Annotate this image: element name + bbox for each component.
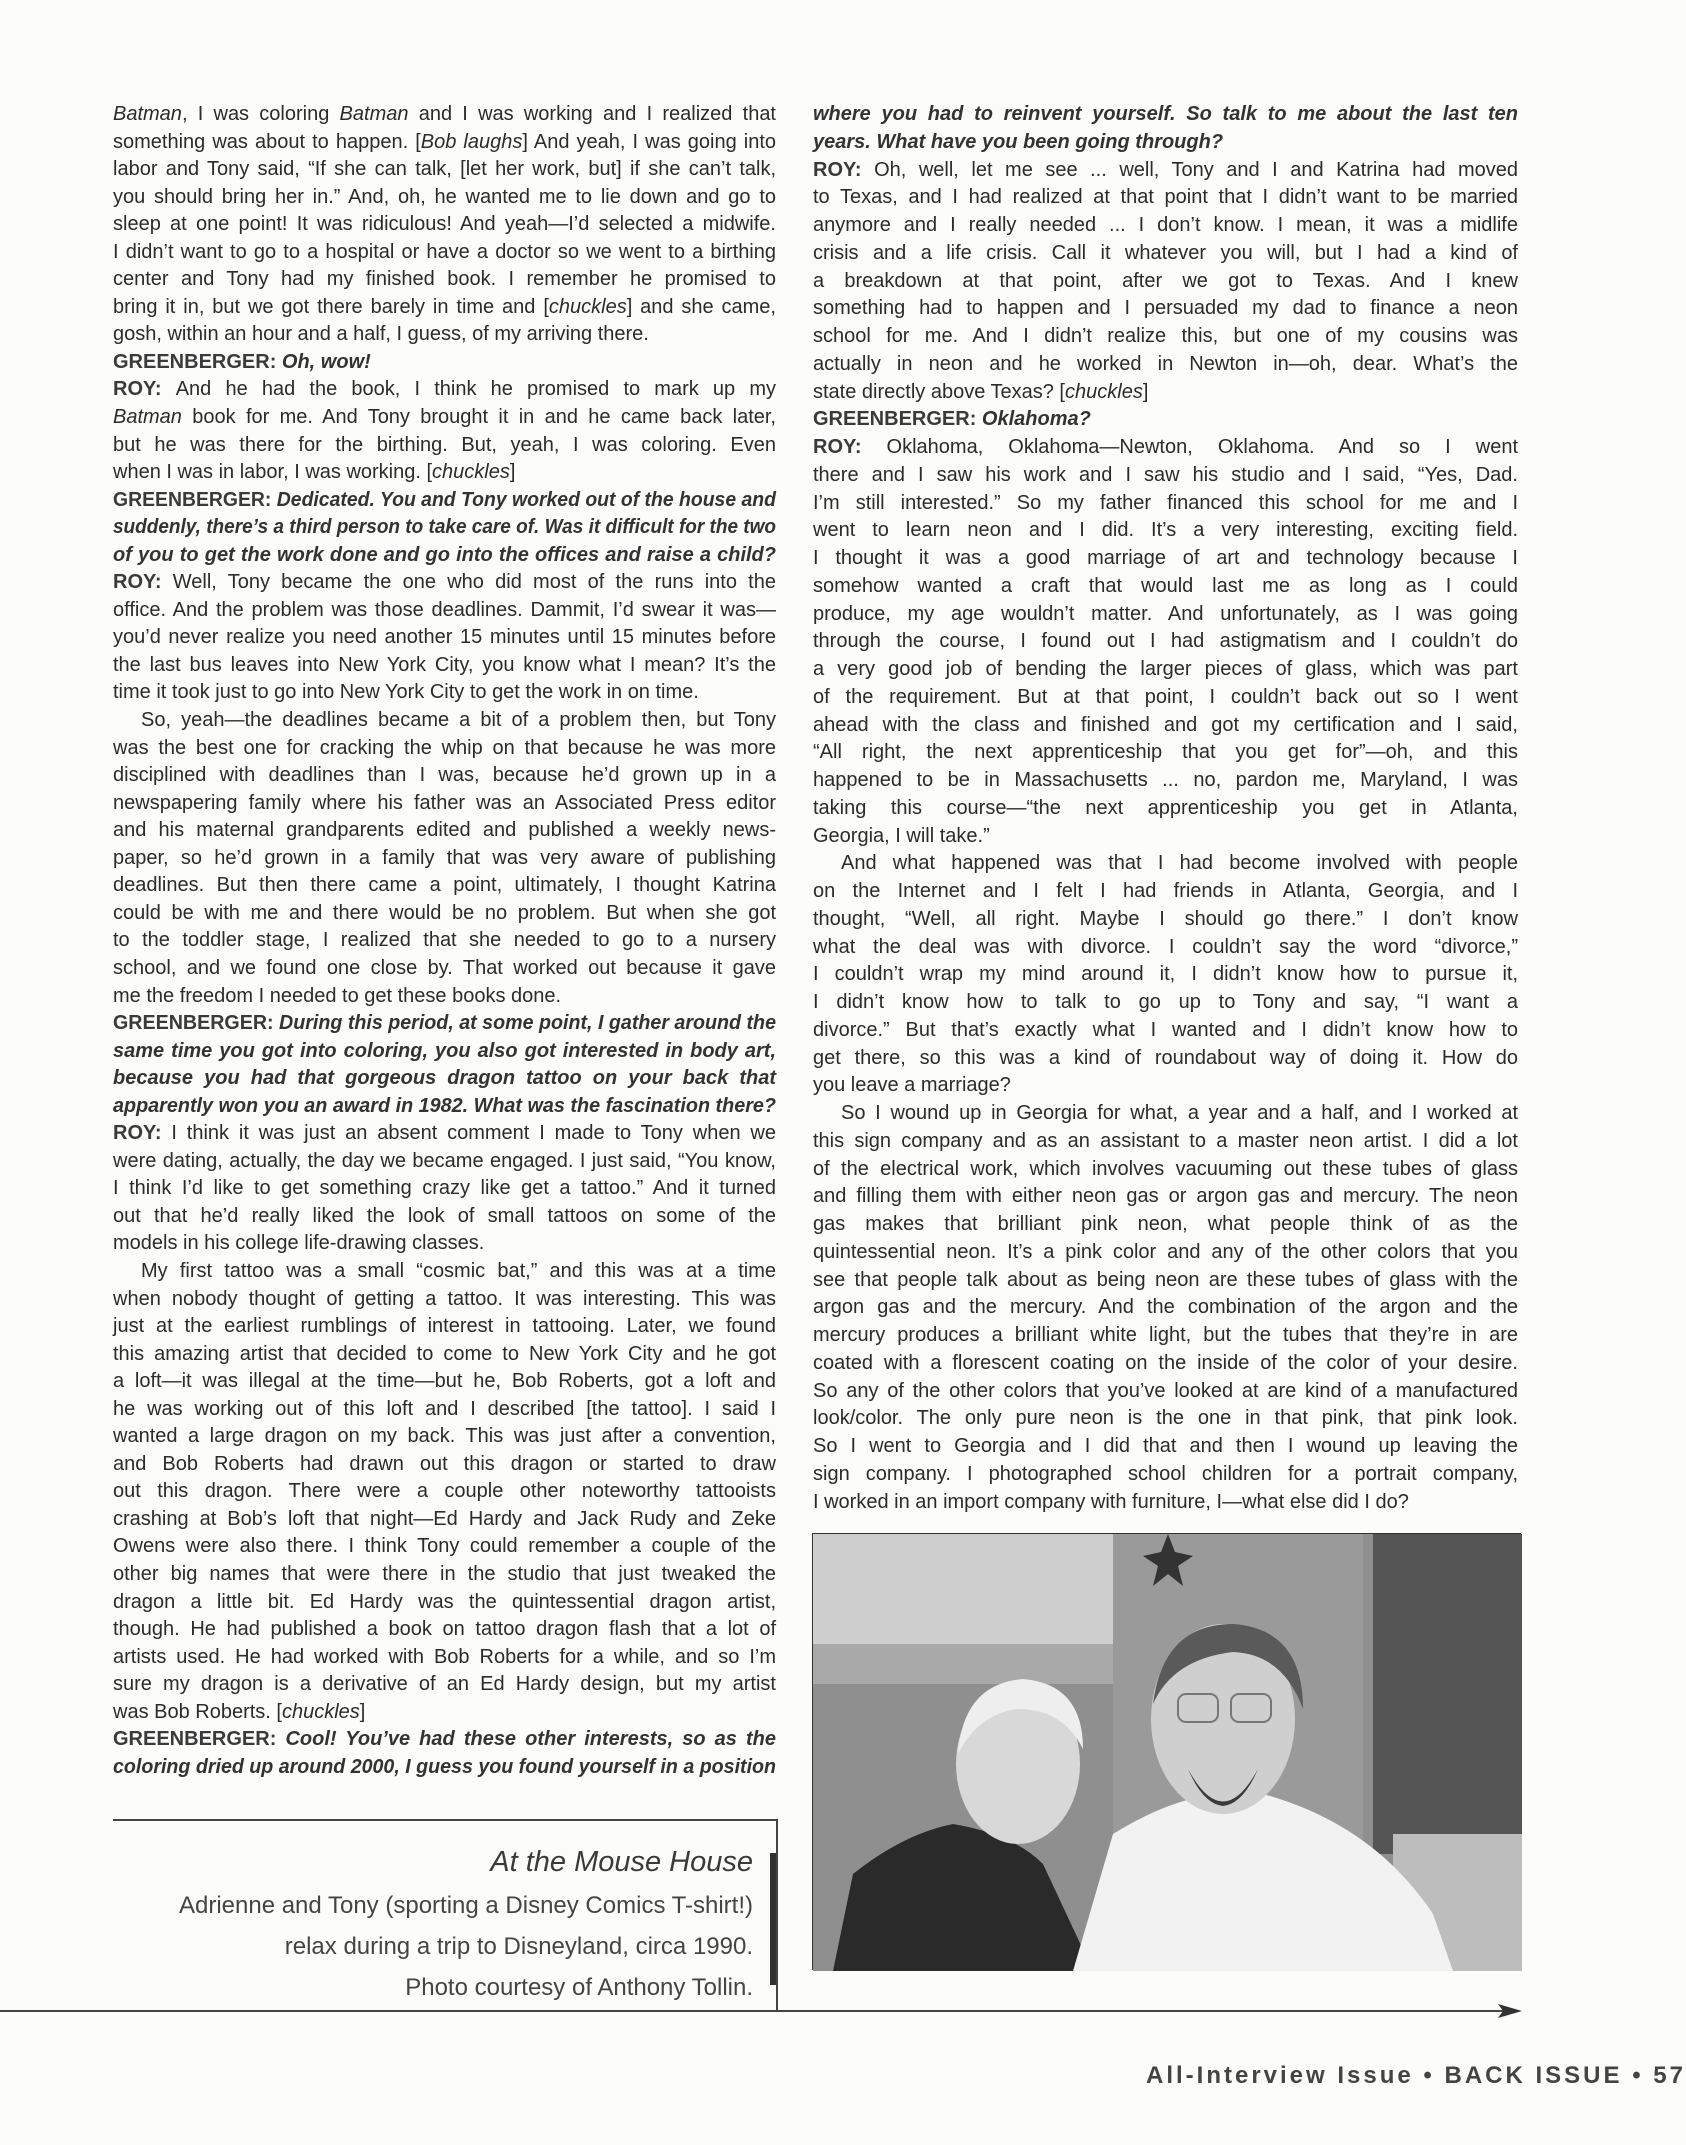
text-line [113, 1671, 776, 1699]
text-line [113, 487, 776, 515]
body-text: out this dragon. There were a couple other noteworthy tattooists [113, 1480, 776, 1503]
footer-arrow-icon [1498, 2002, 1522, 2020]
text-line [113, 927, 776, 955]
italic-text: chuckles [281, 1700, 360, 1723]
text-line [113, 624, 776, 652]
text-line [113, 1065, 776, 1093]
italic-text: Batman [113, 406, 182, 429]
interviewer-question: coloring dried up around 2000, I guess you found yourself in a position [113, 1755, 776, 1778]
text-line [113, 1175, 776, 1203]
body-text: bring it in, but we got there barely in time and [ [113, 295, 549, 318]
body-text: could be with me and there would be no problem. But when she got [113, 901, 776, 924]
body-text: when nobody thought of getting a tattoo. It was interesting. This was [113, 1287, 776, 1310]
body-text: and I was working and I realized that [408, 103, 776, 125]
italic-text: Batman [339, 103, 409, 125]
body-text: look/color. The only pure neon is the one in that pink, that pink look. [813, 1407, 1518, 1430]
body-text: thought, “Well, all right. Maybe I should go there.” I don’t know [813, 907, 1518, 930]
body-text: I’m still interested.” So my father financed this school for me and I [813, 491, 1518, 514]
text-line [813, 1239, 1518, 1267]
body-text: time it took just to go into New York City to get the work in on time. [113, 681, 699, 704]
photo-adrienne-and-tony [812, 1533, 1521, 1970]
text-line [813, 379, 1518, 407]
text-line [813, 1294, 1518, 1322]
body-text: and his maternal grandparents edited and published a weekly news- [113, 819, 776, 842]
text-line [813, 656, 1518, 684]
text-line [113, 1286, 776, 1314]
caption-accent-bar [770, 1853, 776, 1985]
body-text: actually in neon and he worked in Newton in—oh, dear. What’s the [813, 352, 1518, 375]
body-text: ] [359, 1700, 366, 1723]
speaker-label: GREENBERGER: [113, 488, 277, 511]
interviewer-question: During this period, at some point, I gather around the [279, 1012, 776, 1035]
text-line [813, 1350, 1518, 1378]
text-line [113, 1589, 776, 1617]
text-line [813, 850, 1518, 878]
body-text: the last bus leaves into New York City, you know what I mean? It’s the [113, 653, 776, 676]
text-line [113, 1423, 776, 1451]
text-line [113, 459, 776, 487]
text-line [813, 212, 1518, 240]
body-text: So, yeah—the deadlines became a bit of a problem then, but Tony [141, 709, 776, 732]
text-line [813, 934, 1518, 962]
text-line [113, 1396, 776, 1424]
interviewer-question: where you had to reinvent yourself. So talk to me about the last ten [813, 103, 1518, 125]
body-text: was Bob Roberts. [ [113, 1700, 282, 1723]
body-text: crisis and a life crisis. Call it whatever you will, but I had a kind of [813, 241, 1518, 264]
body-text: I thought it was a good marriage of art and technology because I [813, 547, 1518, 569]
body-text: I didn’t want to go to a hospital or have a doctor so we went to a birthing [113, 240, 776, 263]
text-line [813, 1489, 1518, 1517]
speaker-label: ROY: [113, 378, 176, 401]
body-text: artists used. He had worked with Bob Roberts for a while, and so I’m [113, 1645, 776, 1668]
text-line [813, 795, 1518, 823]
body-text: book for me. And Tony brought it in and he came back later, [181, 406, 776, 429]
text-line [813, 545, 1518, 573]
text-line [113, 1644, 776, 1672]
text-line [813, 1378, 1518, 1406]
body-text: center and Tony had my finished book. I remember he promised to [113, 268, 776, 291]
text-line [113, 1451, 776, 1479]
text-line [113, 1313, 776, 1341]
text-line [813, 462, 1518, 490]
body-text: when I was in labor, I was working. [ [113, 461, 433, 484]
text-line [813, 1100, 1518, 1128]
caption-top-rule [113, 1819, 777, 1821]
body-text: taking this course—“the next apprenticeship you get in Atlanta, [813, 796, 1518, 819]
text-line [813, 1156, 1518, 1184]
footer-separator: • [1632, 2062, 1644, 2089]
text-line [813, 823, 1518, 851]
text-line [113, 432, 776, 460]
body-text: you should bring her in.” And, oh, he wanted me to lie down and go to [113, 185, 776, 208]
text-line [113, 266, 776, 294]
text-line [113, 1120, 776, 1148]
body-text: office. And the problem was those deadlines. Dammit, I’d swear it was— [113, 598, 776, 621]
body-text: me the freedom I needed to get these books done. [113, 984, 562, 1007]
text-line [113, 845, 776, 873]
text-line [813, 1045, 1518, 1073]
text-line [113, 1010, 776, 1038]
body-text: what the deal was with divorce. I couldn’t say the word “divorce,” [813, 935, 1518, 958]
interviewer-question: years. What have you been going through? [813, 130, 1224, 153]
body-text: , I was coloring [181, 103, 340, 125]
footer-separator: • [1423, 2062, 1435, 2089]
text-line [813, 268, 1518, 296]
text-line [813, 1433, 1518, 1461]
text-line [113, 790, 776, 818]
body-text: gosh, within an hour and a half, I guess, of my arriving there. [113, 323, 649, 346]
photo-image [813, 1534, 1522, 1971]
body-text: sleep at one point! It was ridiculous! And yeah—I’d selected a midwife. [113, 213, 776, 236]
text-line [813, 351, 1518, 379]
interviewer-question: Oklahoma? [981, 408, 1091, 431]
footer-rule [0, 2010, 1505, 2012]
text-line [113, 1258, 776, 1286]
speaker-label: ROY: [113, 1122, 172, 1145]
caption-line: relax during a trip to Disneyland, circa 1990. [284, 1933, 753, 1960]
text-line [813, 712, 1518, 740]
text-line [113, 817, 776, 845]
text-line [813, 1183, 1518, 1211]
body-text: something was about to happen. [ [113, 130, 421, 153]
text-line [813, 295, 1518, 323]
speaker-label: ROY: [813, 436, 887, 458]
text-line [113, 1533, 776, 1561]
interviewer-question: because you had that gorgeous dragon tattoo on your back that [113, 1067, 776, 1090]
body-text: So any of the other colors that you’ve looked at are kind of a manufactured [813, 1379, 1518, 1402]
text-line [113, 101, 776, 129]
text-line [813, 101, 1518, 129]
body-text: see that people talk about as being neon are these tubes of glass with the [813, 1268, 1518, 1291]
interviewer-question: Dedicated. You and Tony worked out of the house and [276, 488, 776, 511]
body-text: ] [1142, 380, 1149, 403]
text-line [113, 1561, 776, 1589]
body-text: to the toddler stage, I realized that she needed to go to a nursery [113, 929, 776, 952]
text-line [113, 1230, 776, 1258]
text-line [113, 239, 776, 267]
article-column-right [813, 101, 1518, 1516]
italic-text: chuckles [432, 461, 510, 484]
text-line [813, 1405, 1518, 1433]
text-line [813, 406, 1518, 434]
text-line [813, 628, 1518, 656]
text-line [113, 569, 776, 597]
body-text: paper, so he’d grown in a family that was very aware of publishing [113, 846, 776, 869]
text-line [813, 989, 1518, 1017]
page-number: 57 [1653, 2062, 1686, 2089]
text-line [813, 1072, 1518, 1100]
body-text: crashing at Bob’s loft that night—Ed Hardy and Jack Rudy and Zeke [113, 1507, 776, 1530]
body-text: My first tattoo was a small “cosmic bat,” and this was at a time [141, 1259, 776, 1282]
body-text: deadlines. But then there came a point, ultimately, I thought Katrina [113, 874, 776, 897]
body-text: of the electrical work, which involves vacuuming out these tubes of glass [813, 1157, 1518, 1180]
body-text: Oh, well, let me see ... well, Tony and I and Katrina had moved [874, 158, 1519, 181]
body-text: was the best one for cracking the whip on that because he was more [113, 736, 776, 759]
body-text: I worked in an import company with furniture, I—what else did I do? [813, 1490, 1409, 1513]
text-line [813, 184, 1518, 212]
text-line [813, 323, 1518, 351]
page-footer [1146, 2062, 1686, 2090]
text-line [813, 129, 1518, 157]
body-text: out that he’d really liked the look of small tattoos on some of the [113, 1204, 776, 1227]
body-text: school for me. And I didn’t realize this, but one of my cousins was [813, 325, 1518, 347]
text-line [113, 679, 776, 707]
body-text: Well, Tony became the one who did most of the runs into the [172, 571, 776, 594]
text-line [113, 376, 776, 404]
text-line [113, 762, 776, 790]
text-line [113, 983, 776, 1011]
body-text: on the Internet and I felt I had friends in Atlanta, Georgia, and I [813, 880, 1518, 902]
text-line [813, 517, 1518, 545]
speaker-label: GREENBERGER: [113, 1728, 286, 1751]
body-text: sure my dragon is a derivative of an Ed Hardy design, but my artist [113, 1673, 776, 1696]
italic-text: Bob laughs [420, 130, 523, 153]
body-text: coated with a florescent coating on the inside of the color of your desire. [813, 1351, 1518, 1374]
text-line [813, 1322, 1518, 1350]
body-text: you leave a marriage? [813, 1074, 1011, 1097]
text-line [113, 900, 776, 928]
body-text: newspapering family where his father was an Associated Press editor [113, 791, 776, 814]
body-text: And he had the book, I think he promised to mark up my [175, 378, 776, 401]
body-text: you’d never realize you need another 15 minutes until 15 minutes before [113, 626, 776, 649]
speaker-label: GREENBERGER: [813, 408, 982, 431]
text-line [113, 707, 776, 735]
text-line [113, 1368, 776, 1396]
text-line [113, 211, 776, 239]
text-line [813, 1267, 1518, 1295]
text-line [813, 878, 1518, 906]
footer-issue-title: All-Interview Issue [1146, 2062, 1414, 2089]
body-text: a very good job of bending the larger pieces of glass, which was part [813, 658, 1518, 680]
body-text: disciplined with deadlines than I was, because he’d grown up in a [113, 764, 776, 787]
text-line [813, 434, 1518, 462]
text-line [813, 906, 1518, 934]
text-line [113, 1148, 776, 1176]
body-text: a loft—it was illegal at the time—but he, Bob Roberts, got a loft and [113, 1370, 776, 1393]
body-text: So I went to Georgia and I did that and then I wound up leaving the [813, 1435, 1518, 1457]
body-text: through the course, I found out I had astigmatism and I couldn’t do [813, 630, 1518, 653]
text-line [113, 294, 776, 322]
body-text: mercury produces a brilliant white light, but the tubes that they’re in are [813, 1324, 1518, 1346]
italic-text: Batman [113, 103, 182, 125]
body-text: this sign company and as an assistant to a master neon artist. I did a lot [813, 1129, 1518, 1152]
speaker-label: ROY: [813, 158, 875, 181]
speaker-label: GREENBERGER: [113, 350, 282, 373]
body-text: divorce.” But that’s exactly what I wanted and I didn’t know how to [813, 1018, 1518, 1041]
body-text: So I wound up in Georgia for what, a year and a half, and I worked at [841, 1102, 1518, 1124]
text-line [113, 1506, 776, 1534]
body-text: just at the earliest rumblings of interest in tattooing. Later, we found [113, 1315, 776, 1338]
caption-line: Photo courtesy of Anthony Tollin. [405, 1974, 753, 2001]
text-line [113, 1616, 776, 1644]
text-line [113, 1699, 776, 1727]
text-line [813, 240, 1518, 268]
text-line [813, 573, 1518, 601]
caption-line: Adrienne and Tony (sporting a Disney Comics T-shirt!) [178, 1892, 753, 1919]
body-text: argon gas and the mercury. And the combination of the argon and the [813, 1296, 1518, 1319]
text-line [813, 1017, 1518, 1045]
body-text: happened to be in Massachusetts ... no, pardon me, Maryland, I was [813, 769, 1518, 791]
body-text: labor and Tony said, “If she can talk, [let her work, but] if she can’t talk, [113, 158, 776, 181]
text-line [113, 1478, 776, 1506]
interviewer-question: Oh, wow! [281, 350, 371, 373]
footer-magazine-name: BACK ISSUE [1444, 2062, 1623, 2089]
text-line [813, 961, 1518, 989]
body-text: were dating, actually, the day we became engaged. I just said, “You know, [113, 1149, 776, 1172]
text-line [113, 1754, 776, 1782]
body-text: he was working out of this loft and I described [the tattoo]. I said I [113, 1397, 776, 1420]
body-text: other big names that were there in the studio that just tweaked the [113, 1562, 776, 1585]
body-text: but he was there for the birthing. But, yeah, I was coloring. Even [113, 433, 776, 456]
caption-title: At the Mouse House [490, 1846, 753, 1878]
text-line [813, 601, 1518, 629]
body-text: ] [509, 461, 516, 484]
text-line [113, 349, 776, 377]
body-text: and filling them with either neon gas or argon gas and mercury. The neon [813, 1185, 1518, 1208]
body-text: and Bob Roberts had drawn out this dragon or started to draw [113, 1452, 776, 1475]
body-text: anymore and I really needed ... I don’t know. I mean, it was a midlife [813, 214, 1518, 236]
body-text: And what happened was that I had become involved with people [841, 852, 1518, 875]
interviewer-question: same time you got into coloring, you also got interested in body art, [113, 1039, 776, 1062]
body-text: Georgia, I will take.” [813, 824, 990, 847]
text-line [813, 157, 1518, 185]
text-line [113, 735, 776, 763]
text-line [113, 652, 776, 680]
text-line [813, 490, 1518, 518]
italic-text: chuckles [1065, 380, 1143, 403]
text-line [813, 1128, 1518, 1156]
body-text: quintessential neon. It’s a pink color and any of the other colors that you [813, 1240, 1518, 1263]
text-line [113, 129, 776, 157]
body-text: get there, so this was a kind of roundabout way of doing it. How do [813, 1046, 1518, 1069]
text-line [113, 514, 776, 542]
body-text: I think I’d like to get something crazy like get a tattoo.” And it turned [113, 1177, 776, 1200]
body-text: ahead with the class and finished and got my certification and I said, [813, 713, 1518, 736]
body-text: though. He had published a book on tattoo dragon flash that a lot of [113, 1618, 776, 1641]
text-line [113, 1341, 776, 1369]
text-line [813, 684, 1518, 712]
body-text: something had to happen and I persuaded my dad to finance a neon [813, 297, 1518, 320]
text-line [113, 184, 776, 212]
interviewer-question: Cool! You’ve had these other interests, so as the [285, 1728, 776, 1751]
body-text: Owens were also there. I think Tony could remember a couple of the [113, 1535, 776, 1558]
body-text: “All right, the next apprenticeship that you get for”—oh, and this [813, 741, 1518, 764]
body-text: to Texas, and I had realized at that point that I didn’t want to be married [813, 186, 1518, 209]
text-line [113, 597, 776, 625]
body-text: somehow wanted a craft that would last me as long as I could [813, 574, 1518, 597]
body-text: of the requirement. But at that point, I couldn’t back out so I went [813, 685, 1518, 708]
article-column-left [113, 101, 776, 1781]
text-line [813, 1461, 1518, 1489]
body-text: ] and she came, [626, 295, 776, 318]
text-line [813, 1211, 1518, 1239]
body-text: dragon a little bit. Ed Hardy was the quintessential dragon artist, [113, 1590, 776, 1613]
body-text: I think it was just an absent comment I made to Tony when we [171, 1122, 776, 1145]
speaker-label: ROY: [113, 571, 173, 594]
text-line [113, 1038, 776, 1066]
text-line [113, 156, 776, 184]
body-text: gas makes that brilliant pink neon, what people think of as the [813, 1213, 1518, 1235]
body-text: Oklahoma, Oklahoma—Newton, Oklahoma. And so I went [886, 436, 1519, 458]
body-text: there and I saw his work and I saw his studio and I said, “Yes, Dad. [813, 463, 1518, 486]
interviewer-question: of you to get the work done and go into the offices and raise a child? [113, 543, 776, 566]
text-line [113, 1726, 776, 1754]
text-line [813, 739, 1518, 767]
body-text: state directly above Texas? [ [813, 380, 1065, 403]
body-text: a breakdown at that point, after we got to Texas. And I knew [813, 269, 1518, 292]
text-line [113, 1093, 776, 1121]
body-text: went to learn neon and I did. It’s a very interesting, exciting field. [813, 519, 1518, 542]
text-line [813, 767, 1518, 795]
interviewer-question: suddenly, there’s a third person to take care of. Was it difficult for the two [113, 516, 776, 539]
body-text: school, and we found one close by. That worked out because it gave [113, 956, 776, 979]
text-line [113, 872, 776, 900]
body-text: this amazing artist that decided to come to New York City and he got [113, 1342, 776, 1365]
body-text: produce, my age wouldn’t matter. And unfortunately, as I was going [813, 602, 1518, 625]
body-text: I didn’t know how to talk to go up to Tony and say, “I want a [813, 991, 1518, 1013]
caption-side-rule [776, 1819, 778, 2012]
text-line [113, 955, 776, 983]
text-line [113, 542, 776, 570]
text-line [113, 1203, 776, 1231]
body-text: models in his college life-drawing classes. [113, 1232, 485, 1255]
body-text: ] And yeah, I was going into [522, 130, 776, 153]
italic-text: chuckles [548, 295, 627, 318]
text-line [113, 404, 776, 432]
speaker-label: GREENBERGER: [113, 1012, 280, 1035]
body-text: wanted a large dragon on my back. This was just after a convention, [113, 1425, 776, 1448]
body-text: I couldn’t wrap my mind around it, I didn’t know how to pursue it, [813, 963, 1518, 986]
body-text: sign company. I photographed school children for a portrait company, [813, 1462, 1518, 1485]
interviewer-question: apparently won you an award in 1982. What was the fascination there? [113, 1094, 776, 1117]
text-line [113, 321, 776, 349]
